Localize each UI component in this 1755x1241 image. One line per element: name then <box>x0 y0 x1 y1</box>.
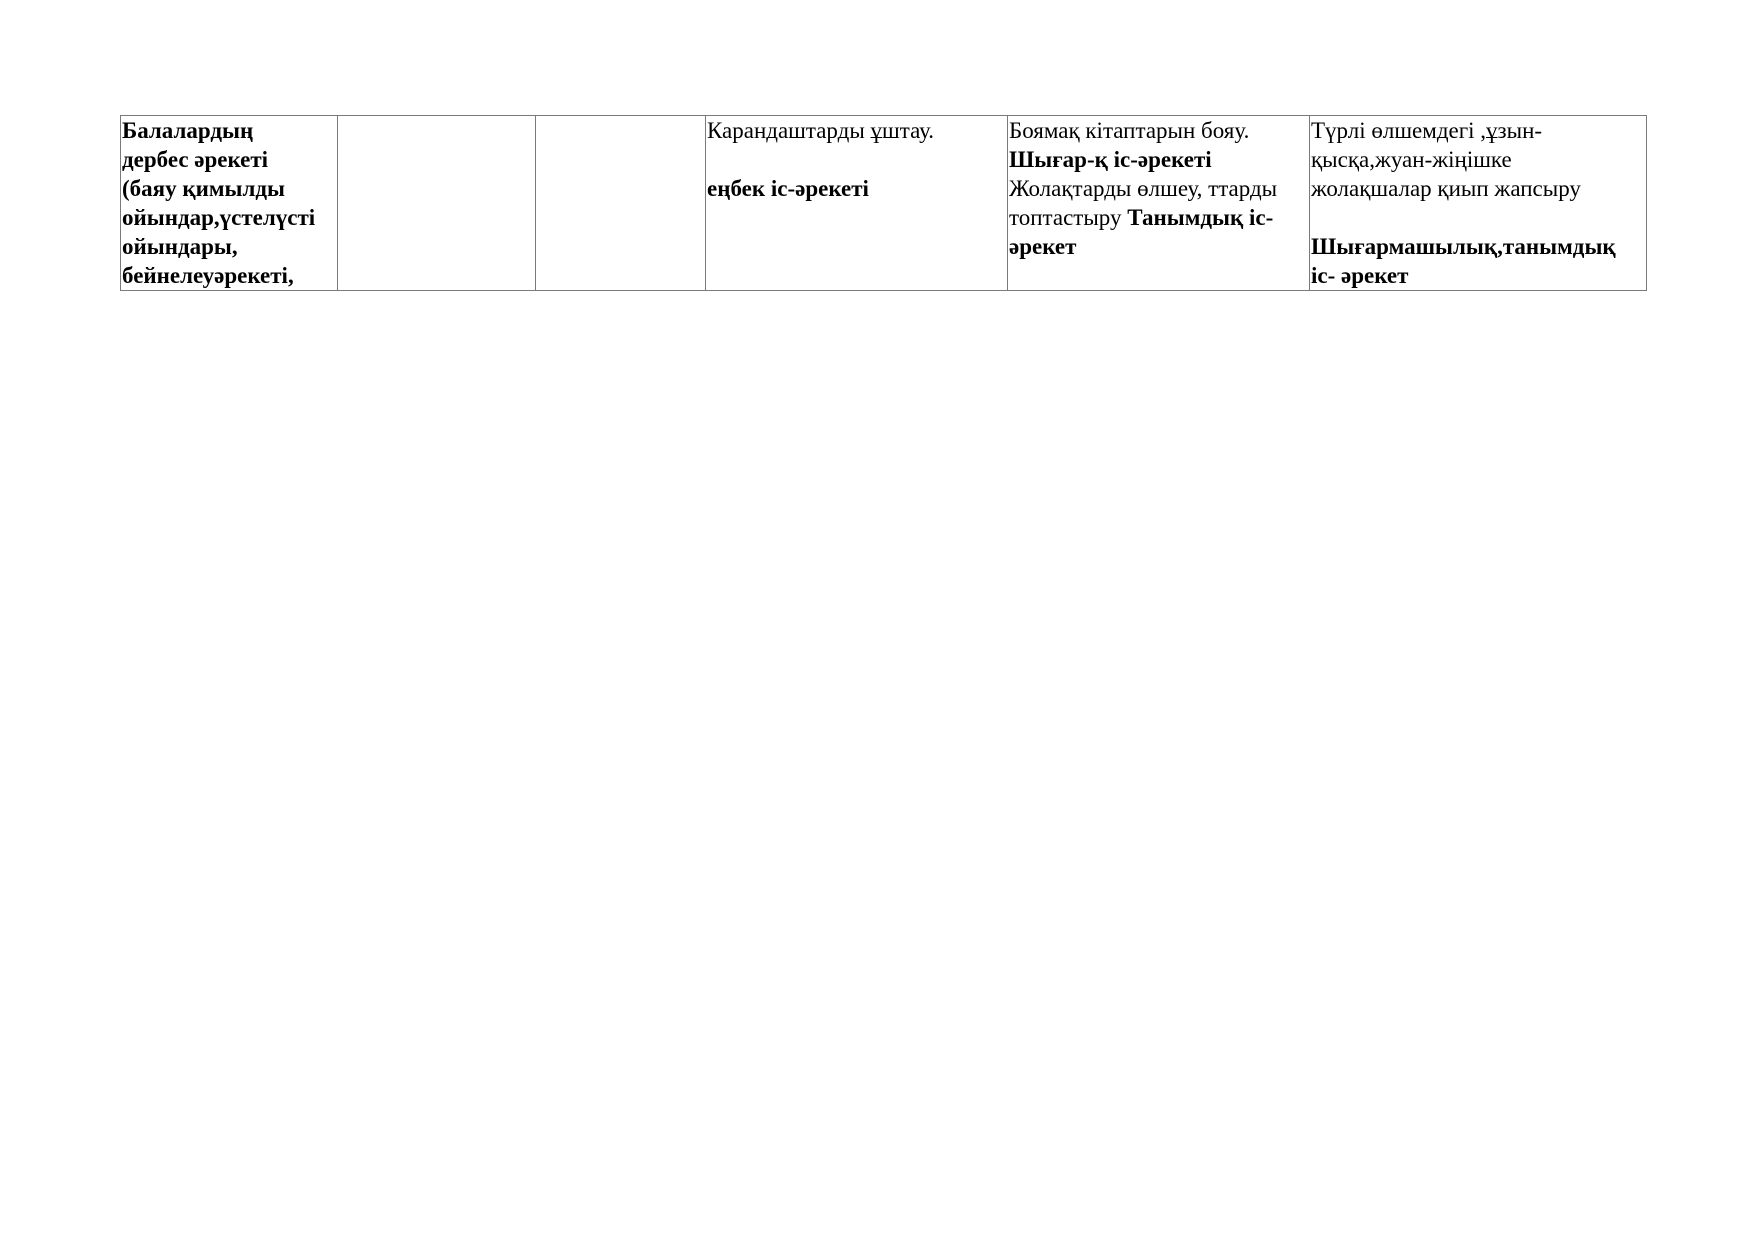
activity-type: іс- әрекет <box>1311 263 1409 288</box>
activity-text: Боямақ кітаптарын бояу. <box>1009 118 1250 143</box>
category-line: ойындар,үстелүсті <box>122 205 316 230</box>
category-line: ойындары, <box>122 234 238 259</box>
activity-text: қысқа,жуан-жіңішке <box>1311 147 1512 172</box>
activity-text: Жолақтарды өлшеу, ттарды топтастыру <box>1009 176 1278 230</box>
category-line: (баяу қимылды <box>122 176 285 201</box>
empty-cell <box>338 116 536 291</box>
activity-type: әрекет <box>1009 234 1077 259</box>
activity-plan-table <box>120 115 1647 291</box>
activity-type: Шығар-қ іс-әрекеті <box>1009 147 1212 172</box>
category-line: бейнелеуәрекеті, <box>122 263 294 288</box>
activity-text: Түрлі өлшемдегі ,ұзын- <box>1311 118 1543 143</box>
activity-type: Танымдық іс- <box>1127 205 1274 230</box>
activity-type: еңбек іс-әрекеті <box>707 176 869 201</box>
cutting-activity-cell <box>1310 116 1647 291</box>
labor-activity-cell <box>706 116 1008 291</box>
blank-line <box>707 145 1007 174</box>
creative-activity-cell <box>1008 116 1310 291</box>
activity-text: жолақшалар қиып жапсыру <box>1311 176 1581 201</box>
empty-cell <box>536 116 706 291</box>
activity-type: Шығармашылық,танымдық <box>1311 234 1616 259</box>
table-row <box>121 116 1647 291</box>
category-line: дербес әрекеті <box>122 147 269 172</box>
blank-line <box>1311 203 1646 232</box>
category-cell <box>121 116 338 291</box>
category-line: Балалардың <box>122 118 254 143</box>
activity-text: Карандаштарды ұштау. <box>707 118 935 143</box>
